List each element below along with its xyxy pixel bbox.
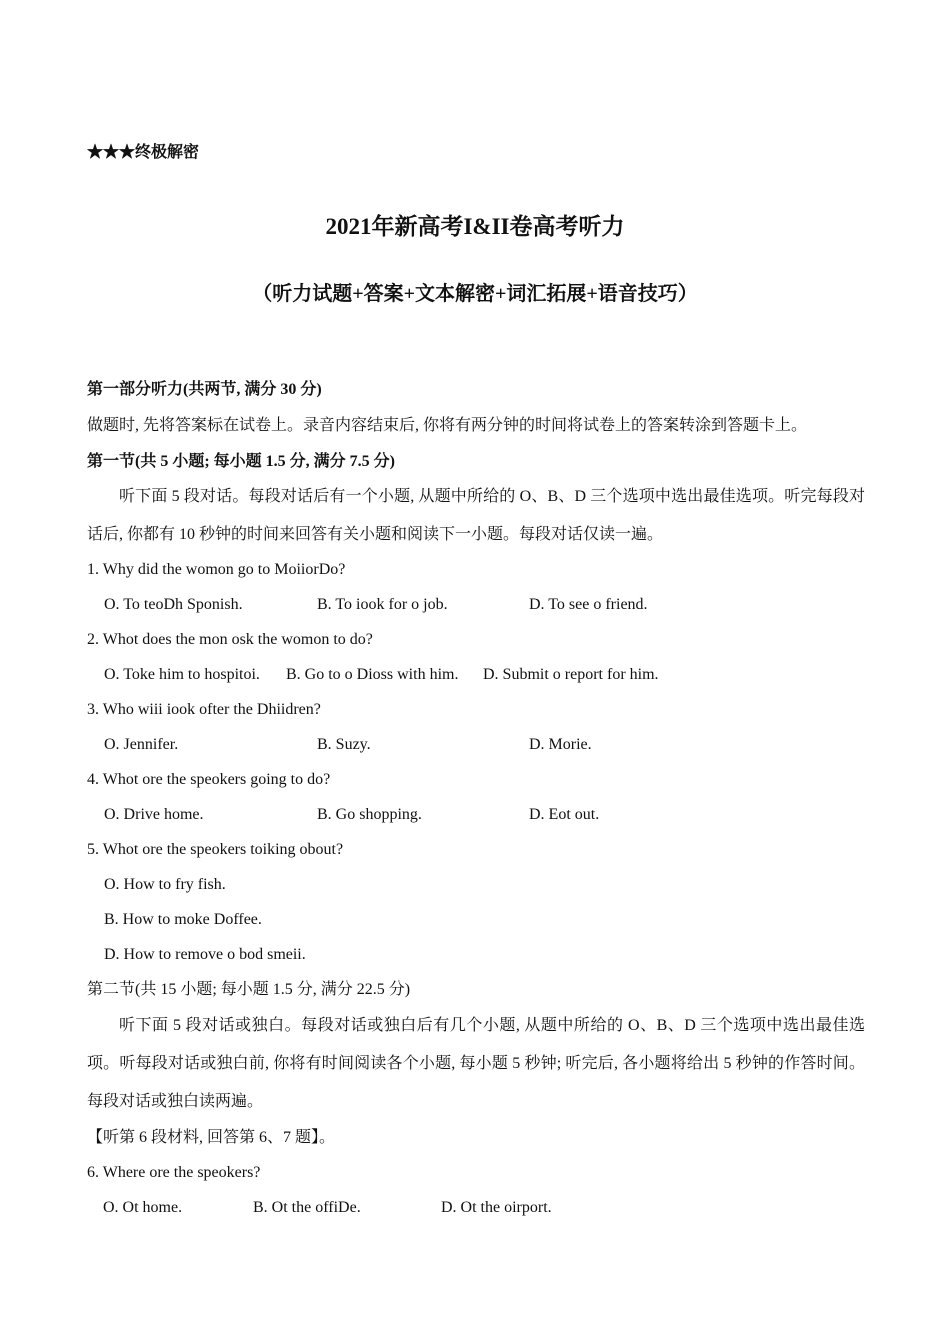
q3-option-b: B. Suzy. [317,736,371,753]
question-5: 5. Whot ore the speokers toiking obout? [87,841,344,858]
q5-option-d: D. How to remove o bod smeii. [104,946,306,963]
question-4: 4. Whot ore the speokers going to do? [87,771,331,788]
question-2: 2. Whot does the mon osk the womon to do? [87,631,373,648]
page-subtitle: （听力试题+答案+文本解密+词汇拓展+语音技巧） [252,283,698,305]
q2-option-b: B. Go to o Dioss with him. [286,666,459,683]
q4-option-d: D. Eot out. [529,806,600,823]
q6-option-d: D. Ot the oirport. [441,1199,552,1216]
question-6: 6. Where ore the speokers? [87,1164,261,1181]
header-tag: ★★★终极解密 [87,144,200,161]
q6-option-b: B. Ot the offiDe. [253,1199,361,1216]
q1-option-a: O. To teoDh Sponish. [104,596,243,613]
q5-option-a: O. How to fry fish. [104,876,226,893]
q1-option-b: B. To iook for o job. [317,596,448,613]
section1-instruction: 听下面 5 段对话。每段对话后有一个小题, 从题中所给的 O、B、D 三个选项中选出最佳选项。听完每段对话后, 你都有 10 秒钟的时间来回答有关小题和阅读下一小题。每段对话仅读一遍。 [87,488,865,543]
q1-option-d: D. To see o friend. [529,596,648,613]
part1-heading: 第一部分听力(共两节, 满分 30 分) [87,381,322,398]
part1-instruction: 做题时, 先将答案标在试卷上。录音内容结束后, 你将有两分钟的时间将试卷上的答案转涂到答题卡上。 [87,417,808,434]
section2-instruction: 听下面 5 段对话或独白。每段对话或独白后有几个小题, 从题中所给的 O、B、D 三个选项中选出最佳选项。听每段对话或独白前, 你将有时间阅读各个小题, 每小题 5 秒钟; 听完后, 各小题将给出 5 秒钟的作答时间。每段对话或独白读两遍。 [87,1017,865,1110]
question-3: 3. Who wiii iook ofter the Dhiidren? [87,701,321,718]
q5-option-b: B. How to moke Doffee. [104,911,262,928]
material-note: 【听第 6 段材料, 回答第 6、7 题】。 [87,1129,336,1146]
q3-option-a: O. Jennifer. [104,736,179,753]
page-title: 2021年新高考I&II卷高考听力 [325,214,625,239]
q6-option-a: O. Ot home. [103,1199,183,1216]
section2-heading: 第二节(共 15 小题; 每小题 1.5 分, 满分 22.5 分) [87,981,411,998]
q4-option-a: O. Drive home. [104,806,204,823]
q2-option-d: D. Submit o report for him. [483,666,659,683]
q2-option-a: O. Toke him to hospitoi. [104,666,260,683]
section1-heading: 第一节(共 5 小题; 每小题 1.5 分, 满分 7.5 分) [87,453,395,470]
question-1: 1. Why did the womon go to MoiiorDo? [87,561,346,578]
q4-option-b: B. Go shopping. [317,806,422,823]
q3-option-d: D. Morie. [529,736,592,753]
